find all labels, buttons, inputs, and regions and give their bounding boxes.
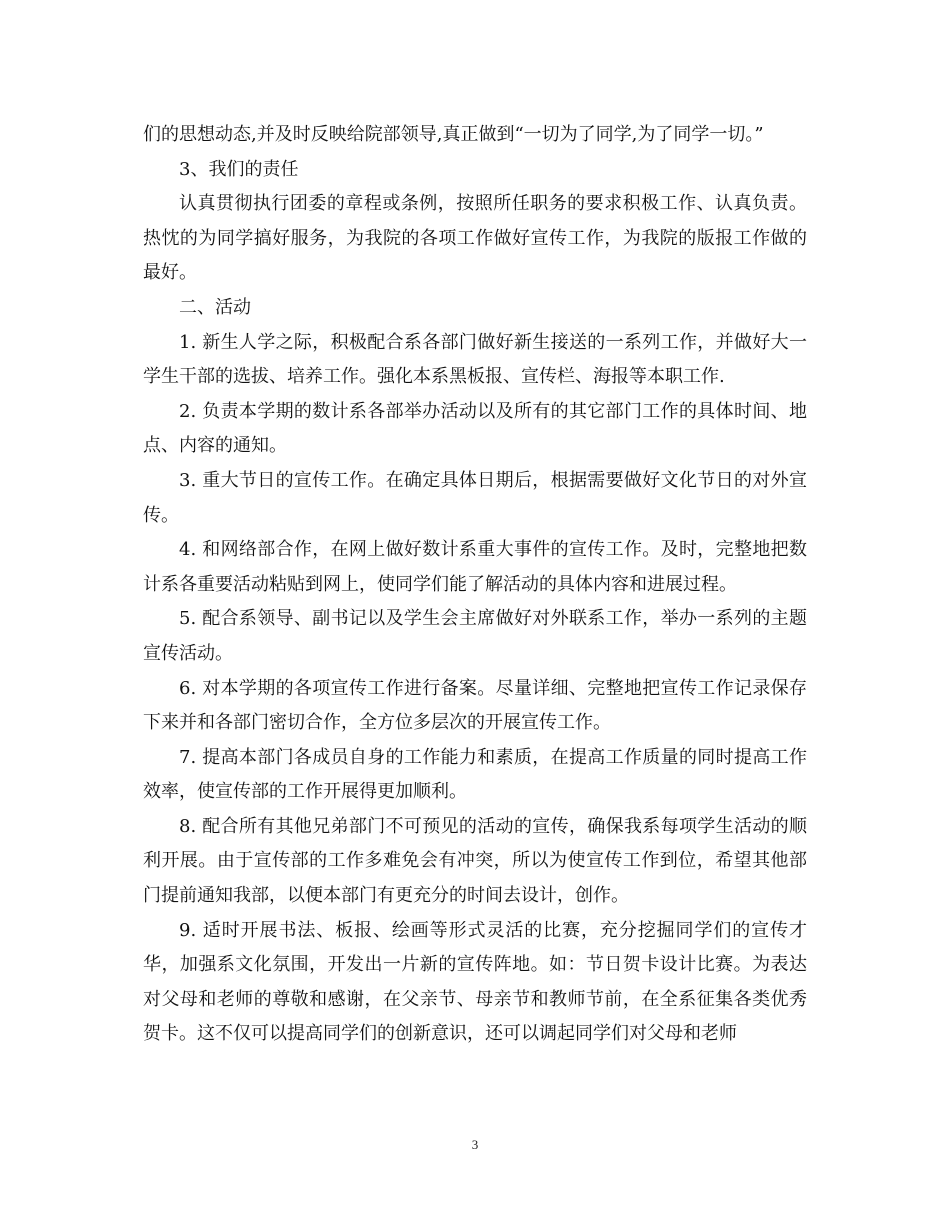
activity-item-3: 3. 重大节日的宣传工作。在确定具体日期后，根据需要做好文化节日的对外宣传。 xyxy=(143,469,807,526)
activity-item-1: 1. 新生人学之际，积极配合系各部门做好新生接送的一系列工作，并做好大一学生干部的选拔、培养工作。强化本系黑板报、宣传栏、海报等本职工作. xyxy=(143,331,807,388)
activity-item-2: 2. 负责本学期的数计系各部举办活动以及所有的其它部门工作的具体时间、地点、内容的通知。 xyxy=(143,400,807,457)
page-number: 3 xyxy=(471,1137,479,1152)
activity-item-7: 7. 提高本部门各成员自身的工作能力和素质，在提高工作质量的同时提高工作效率，使宣传部的工作开展得更加顺利。 xyxy=(143,746,807,803)
paragraph-responsibility: 认真贯彻执行团委的章程或条例，按照所任职务的要求积极工作、认真负责。热忱的为同学搞好服务，为我院的各项工作做好宣传工作，为我院的版报工作做的最好。 xyxy=(143,193,807,284)
activity-item-8: 8. 配合所有其他兄弟部门不可预见的活动的宣传，确保我系每项学生活动的顺利开展。由于宣传部的工作多难免会有冲突，所以为使宣传工作到位，希望其他部门提前通知我部，以便本部门有更充分的时间去设计，创作。 xyxy=(143,815,807,907)
activity-item-5: 5. 配合系领导、副书记以及学生会主席做好对外联系工作，举办一系列的主题宣传活动。 xyxy=(143,608,807,664)
section-heading-activities: 二、活动 xyxy=(179,296,251,318)
activity-item-4: 4. 和网络部合作，在网上做好数计系重大事件的宣传工作。及时，完整地把数计系各重要活动粘贴到网上，使同学们能了解活动的具体内容和进展过程。 xyxy=(143,539,807,595)
paragraph-continuation: 们的思想动态,并及时反映给院部领导,真正做到“一切为了同学,为了同学一切。” xyxy=(143,124,764,145)
document-body xyxy=(143,118,807,1052)
activity-item-9: 9. 适时开展书法、板报、绘画等形式灵活的比赛，充分挖掘同学们的宣传才华，加强系文化氛围，开发出一片新的宣传阵地。如：节日贺卡设计比赛。为表达对父母和老师的尊敬和感谢，在父亲节、母亲节和教师节前，在全系征集各类优秀贺卡。这不仅可以提高同学们的创新意识，还可以调起同学们对父母和老师 xyxy=(143,919,807,1045)
subheading-responsibility: 3、我们的责任 xyxy=(179,158,299,180)
activity-item-6: 6. 对本学期的各项宣传工作进行备案。尽量详细、完整地把宣传工作记录保存下来并和各部门密切合作，全方位多层次的开展宣传工作。 xyxy=(143,677,807,734)
